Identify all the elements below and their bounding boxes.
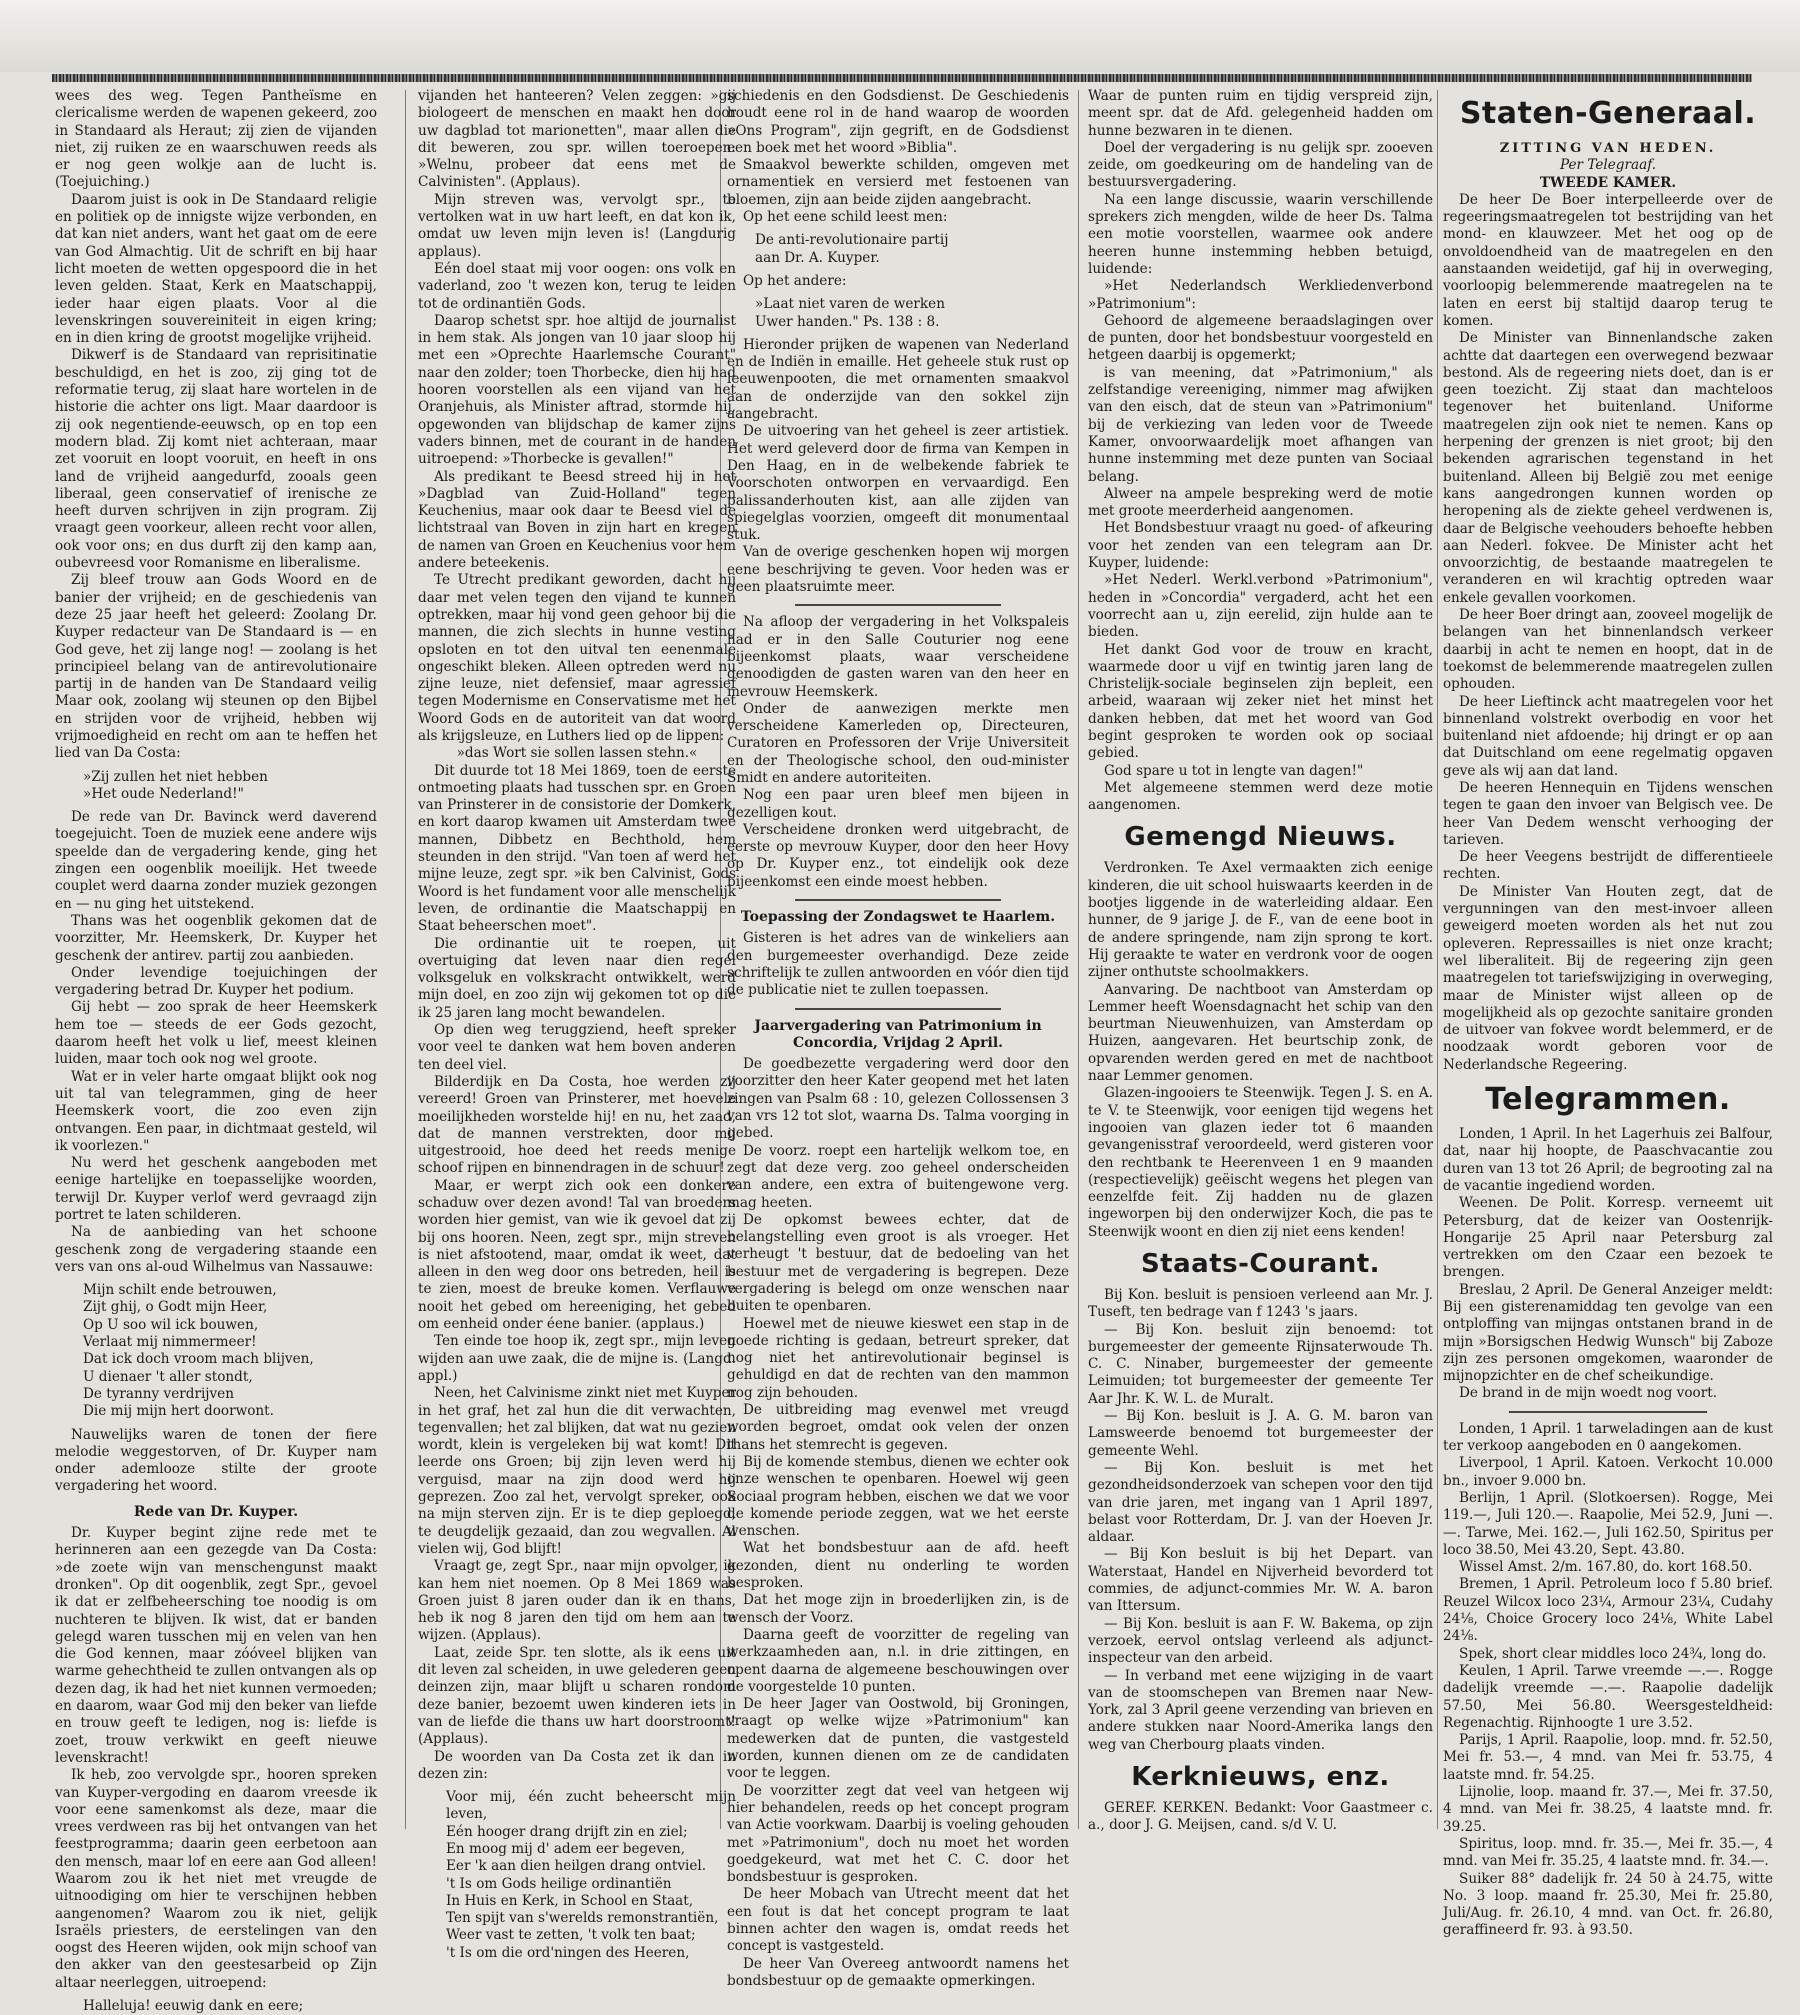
quote-line: »das Wort sie sollen lassen stehn.« [456, 745, 698, 762]
paragraph: De heer Mobach van Utrecht meent dat het een fout is dat het concept program te laat binnen achter den wagen is, omdat reeds het concept is vastgesteld. [727, 1886, 1069, 1955]
paragraph: Bilderdijk en Da Costa, hoe werden zij vereerd! Groen van Prinsterer, met hoevele moeilijkheden worstelde hij! en nu, het zaad, dat de mannen verstrekten, door mij uitgestrooid, hoe deed het reeds menige schoof rijpen en binnendragen in de schuur! [418, 1073, 736, 1177]
market-report: Keulen, 1 April. Tarwe vreemde —.—. Rogge dadelijk vreemde —.—. Raapolie dadelijk 57.50, Mei 56.80. Weersgesteldheid: Regenachtig. Rijnhoogte 1 ure 3.52. [1443, 1662, 1773, 1731]
paragraph: Wat het bondsbestuur aan de afd. heeft gezonden, dient nu onderling te worden besproken. [727, 1540, 1069, 1592]
paragraph: schiedenis en den Godsdienst. De Geschiedenis houdt eene rol in de hand waarop de woorden »Ons Program", zijn gegrift, en de Godsdienst een boek met het woord »Biblia". [727, 88, 1069, 156]
paragraph: Waar de punten ruim en tijdig verspreid zijn, meent spr. dat de Afd. gelegenheid hadden om hunne bezwaren in te dienen. [1088, 88, 1433, 139]
column-3 [727, 88, 1069, 1989]
dispatch-label: Per Telegraaf. [1559, 157, 1657, 174]
verse-line: De tyranny verdrijven [83, 1385, 234, 1402]
paragraph: GEREF. KERKEN. Bedankt: Voor Gaastmeer c. a., door J. G. Meijsen, cand. s/d V. U. [1088, 1800, 1433, 1834]
paragraph: Laat, zeide Spr. ten slotte, als ik eens uit dit leven zal scheiden, in uwe gelederen geen deinzen zijn, maar blijft u scharen rondom deze banier, bezoemt uwen kinderen iets in van de liefde die thans uw hart doorstroomt! (Applaus). [418, 1644, 736, 1748]
paragraph: De uitbreiding mag evenwel met vreugd worden begroet, omdat ook velen der onzen thans het stemrecht is gegeven. [727, 1402, 1069, 1453]
paragraph: — Bij Kon. besluit is J. A. G. M. baron van Lamsweerde benoemd tot burgemeester der gemeente Wehl. [1088, 1408, 1433, 1459]
paragraph: De Minister Van Houten zegt, dat de vergunningen van den mest-invoer alleen geweigerd moeten worden als het nut zou opleveren. Repressailles is niet onze kracht; wel liberaliteit. Bij de regeering zijn geen maatregelen tot tariefswijziging in overweging, maar de Minister wijst alleen op de mogelijkheid als op gezochte sanitaire gronden de uitvoer van fokvee wordt belemmerd, er de noodzaak wordt geboren voor de Nederlandsche Regeering. [1443, 883, 1773, 1073]
quote-line: Halleluja! eeuwig dank en eere; [83, 1998, 304, 2015]
paragraph: Doel der vergadering is nu gelijk spr. zooeven zeide, om goedkeuring om de handeling van de bestuursvergadering. [1088, 139, 1433, 191]
paragraph: Bij Kon. besluit is pensioen verleend aan Mr. J. Tuseft, ten bedrage van f 1243 's jaars. [1088, 1287, 1433, 1321]
paragraph: Thans was het oogenblik gekomen dat de voorzitter, Mr. Heemskerk, Dr. Kuyper het geschenk der antirev. partij zou aanbieden. [55, 912, 377, 964]
paragraph: Op het eene schild leest men: [743, 209, 948, 226]
divider [1509, 1411, 1707, 1413]
paragraph: »Het Nederl. Werkl.verbond »Patrimonium", heden in »Concordia" vergaderd, acht het een voorrecht aan u, zijn eerelid, zijn hulde aan te bieden. [1088, 572, 1433, 641]
paragraph: Alweer na ampele bespreking werd de motie met groote meerderheid aangenomen. [1088, 485, 1433, 520]
market-report: Parijs, 1 April. Raapolie, loop. mnd. fr. 52.50, Mei fr. 53.—, 4 mnd. van Mei fr. 53.75, 4 laatste mnd. fr. 54.25. [1443, 1732, 1773, 1783]
paragraph: God spare u tot in lengte van dagen!" [1104, 762, 1364, 779]
paragraph: Dit duurde tot 18 Mei 1869, toen de eerste ontmoeting plaats had tusschen spr. en Groen van Prinsterer in de consistorie der Domkerk, en kort daarop kwamen uit Amsterdam twee mannen, Dibbetz en Bechthold, hem steunden in den strijd. "Van toen af werd het mijne leuze, zegt spr. »ik ben Calvinist, Gods Woord is het fundament voor alle menschelijk leven, de ordinantie die Maatschappij en Staat beheerschen moet". [418, 762, 736, 935]
paragraph: Glazen-ingooiers te Steenwijk. Tegen J. S. en A. te V. te Steenwijk, voor eenigen tijd wegens het ingooien van glazen ieder tot 6 maanden gevangenisstraf veroordeeld, werd gisteren voor den rechtbank te Heerenveen 1 en 9 maanden (respectievelijk) geëischt wegens het plegen van eenzelfde feit. Zij hadden nu de glazen ingeworpen bij den onderwijzer Koch, die pas te Steenwijk woont en dien zij niet eens kenden! [1088, 1085, 1433, 1240]
paragraph: Aanvaring. De nachtboot van Amsterdam op Lemmer heeft Woensdagnacht het schip van den beurtman Nieuwenhuizen, van Amsterdam op Huizen, aangevaren. Het beurtschip zonk, de opvarenden werden gered en met de nachtboot naar Lemmer genomen. [1088, 981, 1433, 1085]
column-separator [1078, 90, 1079, 1829]
paragraph: De heer Lieftinck acht maatregelen voor het binnenland volstrekt overbodig en voor het buitenland niet afdoende; hij dringt er op aan dat Duitschland om eene regelmatig opgaven geve als wij aan dat land. [1443, 693, 1773, 779]
verse-line: Ten spijt van s'werelds remonstrantiën, [446, 1910, 719, 1927]
verse-line: Weer vast te zetten, 't volk ten baat; [446, 1927, 696, 1944]
telegram-item: Weenen. De Polit. Korresp. verneemt uit Petersburg, dat de keizer van Oostenrijk-Hongarije 25 April naar Petersburg zal vertrekken om den Czaar een bezoek te brengen. [1443, 1195, 1773, 1281]
paragraph: — Bij Kon. besluit is met het gezondheidsonderzoek van schepen voor den tijd van drie jaren, met ingang van 1 April 1897, belast voor Rotterdam, Dr. J. van der Hoeven Jr. aldaar. [1088, 1459, 1433, 1546]
verse-line: Dat ick doch vroom mach blijven, [83, 1351, 314, 1368]
page-top-margin [0, 0, 1800, 72]
inscription-line: Uwer handen." Ps. 138 : 8. [755, 313, 940, 330]
paragraph: Onder de aanwezigen merkte men verscheidene Kamerleden op, Directeuren, Curatoren en Professoren der Vrije Universiteit en der Theologische school, den oud-minister Smidt en andere autoriteiten. [727, 700, 1069, 786]
paragraph: Smaakvol bewerkte schilden, omgeven met ornamentiek en versierd met festoenen van bloemen, zijn aan beide zijden aangebracht. [727, 157, 1069, 208]
paragraph: De heer Van Overeeg antwoordt namens het bondsbestuur op de gemaakte opmerkingen. [727, 1955, 1069, 1989]
quotation [83, 769, 377, 804]
inscription-line: De anti-revolutionaire partij [755, 232, 949, 249]
paragraph: De opkomst bewees echter, dat de belangstelling even groot is als vroeger. Het verheugt 't bestuur, dat de bedoeling van het bestuur met de vergadering is begrepen. Deze vergadering is belegd om onze wenschen naar buiten te openbaren. [727, 1211, 1069, 1315]
paragraph: De heeren Hennequin en Tijdens wenschen tegen te gaan den invoer van Belgisch vee. De heer Van Dedem wenscht verhooging der tarieven. [1443, 779, 1773, 848]
column-separator [1437, 90, 1438, 1829]
verse-line: Eén hooger drang drijft zin en ziel; [446, 1823, 688, 1840]
header-rule [52, 74, 1752, 82]
paragraph: De voorzitter zegt dat veel van hetgeen wij hier behandelen, reeds op het concept program van Actie voorkwam. Daarbij is voeling gehouden met »Patrimonium", doch nu moet het worden goedgekeurd, wat met het C. C. door het bondsbestuur is gesproken. [727, 1782, 1069, 1886]
paragraph: De uitvoering van het geheel is zeer artistiek. Het werd geleverd door de firma van Kempen in Den Haag, en in de welbekende fabriek te Voorschoten ontworpen en vervaardigd. Een palissanderhouten kist, aan alle zijden van spiegelglas voorzien, omgeeft dit monumentaal stuk. [727, 423, 1069, 544]
paragraph: Dikwerf is de Standaard van reprisitinatie beschuldigd, en het is zoo, zij ging tot de reformatie terug, zij slaat hare wortelen in de historie die achter ons ligt. Maar daardoor is zij ook negentiende-eeuwsch, op en top een modern blad. Zij komt niet achteraan, maar zet vooruit en loopt vooruit, en heeft in ons land de vrijheid aangedurfd, zooals geen liberaal, geen conservatief of irenische ze heeft durven schrijven in zijn program. Zij vraagt geen voorkeur, alleen recht voor allen, ook voor ons; en dus durft zij den kamp aan, oubevreesd voor Romanisme en liberalisme. [55, 347, 377, 572]
section-heading: Rede van Dr. Kuyper. [133, 1503, 299, 1520]
market-report: Berlijn, 1 April. (Slotkoersen). Rogge, Mei 119.—, Juli 120.—. Raapolie, Mei 52.9, Juni —.—. Tarwe, Mei. 162.—, Juli 162.50, Spiritus per loco 38.50, Mei 43.20, Sept. 43.80. [1443, 1489, 1773, 1558]
market-report: Bremen, 1 April. Petroleum loco f 5.80 brief. Reuzel Wilcox loco 23¼, Armour 23¼, Cudahy 24⅛, Choice Grocery loco 24⅛, White Label 24⅛. [1443, 1576, 1773, 1645]
column-separator [405, 90, 406, 1829]
paragraph: — Bij Kon besluit is bij het Depart. van Waterstaat, Handel en Nijverheid bevorderd tot commies, de adjunct-commies Mr. W. A. baron van Ittersum. [1088, 1546, 1433, 1615]
divider [795, 1008, 1000, 1010]
paragraph: Verdronken. Te Axel vermaakten zich eenige kinderen, die uit school huiswaarts keerden in de bootjes liggende in de waterleiding aldaar. Een hunner, de 9 jarige J. de F., van de eene boot in de andere springende, nam zijn sprong te kort. Hij geraakte te water en verdronk voor de oogen zijner onthutste schoolmakkers. [1088, 860, 1433, 981]
verse-line: Verlaat mij nimmermeer! [83, 1334, 257, 1351]
paragraph: Van de overige geschenken hopen wij morgen eene beschrijving te geven. Voor heden was er geen plaatsruimte meer. [727, 544, 1069, 596]
paragraph: De goedbezette vergadering werd door den voorzitter den heer Kater geopend met het laten zingen van Psalm 68 : 10, gelezen Collossensen 3 van vrs 12 tot slot, waarna Ds. Talma voorging in gebed. [727, 1056, 1069, 1142]
paragraph: Als predikant te Beesd streed hij in het »Dagblad van Zuid-Holland" tegen Keuchenius, maar ook daar te Beesd viel de lichtstraal van Boven in zijn hart en kregen de namen van Groen en Keuchenius voor hem andere beteekenis. [418, 468, 736, 572]
paragraph: Vraagt ge, zegt Spr., naar mijn opvolger, ik kan hem niet noemen. Op 8 Mei 1869 was Groen juist 8 jaren ouder dan ik en thans, heb ik nog 8 jaren den tijd om hem aan te wijzen. (Applaus). [418, 1558, 736, 1644]
paragraph: vijanden het hanteeren? Velen zeggen: »gij biologeert de menschen en maakt hen door uw dagblad tot marionetten", maar allen die dit beweren, zou spr. willen toeroepen: »Welnu, probeer dat eens met de Calvinisten". (Applaus). [418, 88, 736, 191]
inscription [755, 296, 1069, 331]
paragraph: De rede van Dr. Bavinck werd daverend toegejuicht. Toen de muziek eene andere wijs speelde dan de vergadering kende, ging het zingen een oogenblik moeilijk. Het tweede couplet werd daarna zonder muziek gezongen en — nu ging het uitstekend. [55, 809, 377, 912]
section-heading: Staats-Courant. [1140, 1249, 1381, 1279]
paragraph: De voorz. roept een hartelijk welkom toe, en zegt dat deze verg. zoo geheel onderscheiden van andere, een extra of buitengewone verg. mag heeten. [727, 1142, 1069, 1211]
paragraph: Wat er in veler harte omgaat blijkt ook nog uit tal van telegrammen, ging de heer Heemskerk voort, die zoo even zijn ontvangen. Een paar, in dichtmaat gesteld, wil ik voorlezen." [55, 1068, 377, 1154]
column-5 [1443, 88, 1773, 1939]
article-heading: Toepassing der Zondagswet te Haarlem. [740, 909, 1056, 926]
column-1 [55, 88, 378, 2015]
paragraph: Met algemeene stemmen werd deze motie aangenomen. [1088, 779, 1433, 814]
section-heading: Staten-Generaal. [1459, 96, 1757, 131]
paragraph: Die ordinantie uit te roepen, uit overtuiging dat leven naar dien regel volksgeluk en volkskracht ontwikkelt, werd mijn doel, en zoo zijn wij gekomen tot op die ik 25 jaren lang mocht bewandelen. [418, 935, 736, 1021]
section-heading: Gemengd Nieuws. [1124, 822, 1397, 853]
chamber-label: TWEEDE KAMER. [1539, 174, 1677, 191]
inscription-line: »Laat niet varen de werken [755, 296, 945, 313]
paragraph: Bij de komende stembus, dienen we echter ook onze wenschen te openbaren. Hoewel wij geen Sociaal program hebben, eischen we dat we voor de komende periode zeggen, wat we het eerste wenschen. [727, 1453, 1069, 1540]
paragraph: Op dien weg teruggziend, heeft spreker voor veel te danken wat hem boven anderen ten deel viel. [418, 1022, 736, 1073]
verse-line: U dienaer 't aller stondt, [83, 1368, 253, 1385]
verse-line: 't Is om Gods heilige ordinantiën [446, 1875, 672, 1892]
paragraph: Ten einde toe hoop ik, zegt spr., mijn leven wijden aan uwe zaak, die de mijne is. (Langd. appl.) [418, 1333, 736, 1384]
paragraph: Na een lange discussie, waarin verschillende sprekers zich mengden, wilde de heer Ds. Talma een motie voorstellen, waarmee ook andere heeren hunne instemming hebben betuigd, luidende: [1088, 191, 1433, 277]
verse-line: Die mij mijn hert doorwont. [83, 1403, 274, 1420]
verse-line: Zijt ghij, o Godt mijn Heer, [83, 1299, 268, 1316]
paragraph: wees des weg. Tegen Pantheïsme en clericalisme werden de wapenen gekeerd, zoo in Standaard als Heraut; zij zien de vijanden niet, zij ruiken ze en waarschuwen reeds als er nog geen wolkje aan de lucht is. (Toejuiching.) [55, 88, 377, 191]
paragraph: is van meening, dat »Patrimonium," als zelfstandige vereeniging, nimmer mag afwijken van den eisch, dat de steun van »Patrimonium" bij de verkiezing van leden voor de Tweede Kamer, onvoorwaardelijk moet afhangen van hunne instemming met deze punten van Sociaal belang. [1088, 364, 1433, 485]
telegram-item: De brand in de mijn woedt nog voort. [1459, 1385, 1718, 1402]
paragraph: Daarna geeft de voorzitter de regeling van werkzaamheden aan, n.l. in drie zittingen, en opent daarna de algemeene beschouwingen over de voorgestelde 10 punten. [727, 1626, 1069, 1695]
verse-line: En moog mij d' adem eer begeven, [446, 1840, 686, 1857]
quote-line: »Zij zullen het niet hebben [83, 768, 268, 785]
paragraph: De Minister van Binnenlandsche zaken achtte dat daartegen een overwegend bezwaar bestond. Als de regeering niets doet, dan is er geen toezicht. Zij staat dan machteloos tegenover het buitenland. Uniforme maatregelen zijn ook niet te nemen. Kans op herpening der grenzen is niet groot; bij den bekenden agrarischen tegenstand in het buitenland. Alleen bij België zou met eenige kans aangedrongen kunnen worden op heropening als de ziekte geheel verdwenen is, daar de Belgische veehouders behoefte hebben aan Nederl. fokvee. De Minister acht het onvoorzichtig, de bestaande maatregelen te veranderen en wil krachtig optreden waar enkele gevallen voorkomen. [1443, 330, 1773, 606]
divider [795, 604, 1000, 606]
paragraph: Na de aanbieding van het schoone geschenk zong de vergadering staande een vers van ons al-oud Wilhelmus van Nassauwe: [55, 1224, 377, 1275]
market-report: Suiker 88° dadelijk fr. 24 50 à 24.75, witte No. 3 loop. maand fr. 25.30, Mei fr. 25.80, Juli/Aug. fr. 26.10, 4 mnd. van Oct. fr. 26.80, geraffineerd fr. 93. à 93.50. [1443, 1870, 1773, 1939]
verse-line: Mijn schilt ende betrouwen, [83, 1282, 277, 1299]
paragraph: Eén doel staat mij voor oogen: ons volk en vaderland, zoo 't wezen kon, terug te leiden tot de ordinantiën Gods. [418, 260, 736, 312]
inscription [755, 232, 1069, 267]
paragraph: De heer De Boer interpelleerde over de regeeringsmaatregelen tot bestrijding van het mond- en klauwzeer. Met het oog op de onvoldoendheid van de maatregelen en den aanstaanden weidetijd, gaf hij in overweging, voorloopig belemmerende maatregelen na te laten en eerst bij staltijd daarop terug te komen. [1443, 191, 1773, 329]
section-heading: Telegrammen. [1485, 1082, 1731, 1118]
market-report: Liverpool, 1 April. Katoen. Verkocht 10.000 bn., invoer 9.000 bn. [1443, 1455, 1773, 1489]
paragraph: Op het andere: [743, 272, 847, 289]
paragraph: De heer Jager van Oostwold, bij Groningen, vraagt op welke wijze »Patrimonium" kan medewerken dat de punten, die vastgesteld worden, kunnen dienen om ze de candidaten voor te leggen. [727, 1696, 1069, 1782]
column-4 [1088, 88, 1433, 1834]
section-heading: Kerknieuws, enz. [1131, 1762, 1390, 1793]
article-heading: Jaarvergadering van Patrimonium in Concordia, Vrijdag 2 April. [754, 1017, 1042, 1051]
quote-line: »Het oude Nederland!" [83, 785, 244, 802]
paragraph: Daarom juist is ook in De Standaard religie en politiek op de innigste wijze verbonden, en dat kan niet anders, want het gaat om de eere van God Almachtig. Uit de schrift en bij haar licht moeten de wetten opgespoord die in het leven gelden. Staat, Kerk en Maatschappij, ieder haar eigen plaats. Voor al die levenskringen souvereiniteit in eigen kring; en in dien kring de grootst mogelijke vrijheid. [55, 191, 377, 347]
paragraph: Gehoord de algemeene beraadslagingen over de punten, door het bondsbestuur voorgesteld en hetgeen daarbij is opgemerkt; [1088, 312, 1433, 364]
market-report: Spek, short clear middles loco 24¾, long do. [1459, 1645, 1767, 1662]
paragraph: Na afloop der vergadering in het Volkspaleis had er in den Salle Couturier nog eene bijeenkomst plaats, waar verscheidene genoodigden de gasten waren van den heer en mevrouw Heemskerk. [727, 614, 1069, 700]
verse-line: 't Is om die ord'ningen des Heeren, [446, 1944, 690, 1961]
market-report: Londen, 1 April. 1 tarweladingen aan de kust ter verkoop aangeboden en 0 aangekomen. [1443, 1420, 1773, 1455]
paragraph: — Bij Kon. besluit is aan F. W. Bakema, op zijn verzoek, eervol ontslag verleend als adjunct-inspecteur van den arbeid. [1088, 1615, 1433, 1667]
paragraph: Maar, er werpt zich ook een donkere schaduw over dezen avond! Tal van broeders worden hier gemist, van wie ik gevoel dat zij bij ons hooren. Neen, zegt spr., mijn streven is niet afstootend, maar, omdat ik weet, dat alleen in den weg door ons betreden, heil is te zien, moest de breuke komen. Verflauwe nooit het gebed om hereeniging, het gebed om eenheid onder éene banier. (applaus.) [418, 1177, 736, 1333]
paragraph: Mijn streven was, vervolgt spr., te vertolken wat in uw hart leeft, en dat kon ik, omdat uw leven mijn leven is! (Langdurig applaus). [418, 191, 736, 260]
verse-line: Op U soo wil ick bouwen, [83, 1316, 259, 1333]
paragraph: Gisteren is het adres van de winkeliers aan den burgemeester overhandigd. Deze zeide schriftelijk te zullen antwoorden en vóór dien tijd de publicatie niet te zullen toepassen. [727, 930, 1069, 999]
paragraph: Hoewel met de nieuwe kieswet een stap in de goede richting is gedaan, betreurt spreker, dat nog niet het antirevolutionair beginsel is gehuldigd en dat de rechten van den mammon nog zijn behouden. [727, 1315, 1069, 1401]
paragraph: Neen, het Calvinisme zinkt niet met Kuyper in het graf, het zal hun die dit verwachten, tegenvallen; het zal blijken, dat wat nu gezien wordt, klein is vergeleken bij wat komt! Dit leerde ons Groen; bij zijn leven werd hij verguisd, maar na zijn dood werd hij geprezen. Zoo zal het, vervolgt spreker, ook na mijn sterven zijn. Er is te diep geploegd, te deugdelijk gezaaid, dan zou wegvallen. Al vielen wij, God blijft! [418, 1385, 736, 1557]
session-label: ZITTING VAN HEDEN. [1499, 141, 1717, 156]
telegram-item: Breslau, 2 April. De General Anzeiger meldt: Bij een gisterenamiddag ten gevolge van een ontploffing van mijngas ontstanen brand in de mijn »Borsigschen Hedwig Wunsch" bij Zaboze zijn zes personen omgekomen, waaronder de mijnopzichter en de chef scheikundige. [1443, 1281, 1773, 1385]
paragraph: Nu werd het geschenk aangeboden met eenige hartelijke en toepasselijke woorden, terwijl Dr. Kuyper verlof werd gevraagd zijn portret te laten schilderen. [55, 1155, 377, 1223]
paragraph: »Het Nederlandsch Werkliedenverbond »Patrimonium": [1088, 278, 1433, 312]
paragraph: Nog een paar uren bleef men bijeen in gezelligen kout. [727, 787, 1069, 821]
paragraph: Te Utrecht predikant geworden, dacht hij daar met velen tegen den vijand te kunnen optrekken, maar hij vond geen gehoor bij die mannen, die zich slechts in hunne vesting opsloten en tot den uitval ten eenenmale ongeschikt bleken. Alleen optreden werd nu zijne leuze, niet defensief, maar agressief tegen Modernisme en Conservatisme met het Woord Gods en de autoriteit van dat woord als krijgsleuze, en Luthers lied op de lippen: [418, 572, 736, 744]
paragraph: Dr. Kuyper begint zijne rede met te herinneren aan een gezegde van Da Costa: »de zoete wijn van menschengunst maakt dronken". Op dit oogenblik, zegt Spr., gevoel ik dat er zelfbeheersching toe noodig is om nuchteren te blijven. Ik wist, dat er banden gelegd waren tusschen mij en velen van hen die God kennen, maar zóóveel blijken van warme gehechtheid te zullen ontvangen als op dezen dag, ik had het niet kunnen vermoeden; en daarom, waar God mij den beker van liefde en trouw geeft te ledigen, nog is: liefde is zoet, trouw verkwikt en geeft nieuwe levenskracht! [55, 1525, 378, 1766]
verse-line: Voor mij, één zucht beheerscht mijn leven, [446, 1789, 736, 1823]
paragraph: Ik heb, zoo vervolgde spr., hooren spreken van Kuyper-vergoding en daarom vreesde ik voor eene samenkomst als deze, maar die vrees verdween ras bij het ontvangen van het feestprogramma; daarin geen eerbetoon aan den mensch, maar lof en eere aan God alleen! Waarom zou ik het niet met vreugde de uitnoodiging om hier te verschijnen hebben aangenomen? Waarom zou ik niet, gelijk Israëls priesters, de eerstelingen van den oogst des Heeren wijden, ook mijn schoof van den akker van den geestesarbeid op Zijn altaar neerleggen, uitroepend: [55, 1767, 377, 1991]
poem-verse [446, 1789, 736, 1962]
paragraph: De heer Boer dringt aan, zooveel mogelijk de belangen van het binnenlandsch verkeer daarbij in acht te nemen en hoopt, dat in de toekomst de belemmerende maatregelen zullen ophouden. [1443, 607, 1773, 693]
paragraph: Het Bondsbestuur vraagt nu goed- of afkeuring voor het zenden van een telegram aan Dr. Kuyper, luidende: [1088, 520, 1433, 572]
verse-line: Eer 'k aan dien heilgen drang ontviel. [446, 1858, 707, 1875]
divider [795, 899, 1000, 901]
market-report: Wissel Amst. 2/m. 167.80, do. kort 168.50. [1459, 1559, 1753, 1576]
paragraph: Gij hebt — zoo sprak de heer Heemskerk hem toe — steeds de eer Gods gezocht, daarom heeft het volk u lief, meest kleinen luiden, maar toch ook nog wel groote. [55, 999, 377, 1068]
paragraph: Hieronder prijken de wapenen van Nederland en de Indiën in emaille. Het geheele stuk rust op leeuwenpooten, die met ornamenten smaakvol aan de onderzijde van den sokkel zijn aangebracht. [727, 336, 1069, 423]
paragraph: De woorden van Da Costa zet ik dan in dezen zin: [418, 1748, 736, 1782]
paragraph: Verscheidene dronken werd uitgebracht, de eerste op mevrouw Kuyper, door den heer Hovy op Dr. Kuyper enz., tot eindelijk ook deze bijeenkomst een einde moest hebben. [727, 821, 1069, 890]
telegram-item: Londen, 1 April. In het Lagerhuis zei Balfour, dat, naar hij hoopte, de Paaschvacantie zou duren van 13 tot 26 April; de begrooting zal na de vacantie ingediend worden. [1443, 1126, 1773, 1194]
market-report: Lijnolie, loop. maand fr. 37.—, Mei fr. 37.50, 4 mnd. van Mei fr. 38.25, 4 laatste mnd. fr. 39.25. [1443, 1784, 1773, 1835]
paragraph: Dat het moge zijn in broederlijken zin, is de wensch der Voorz. [727, 1592, 1069, 1626]
verse-line: In Huis en Kerk, in School en Staat, [446, 1892, 694, 1909]
paragraph: Nauwelijks waren de tonen der fiere melodie weggestorven, of Dr. Kuyper nam onder ademlooze stilte der groote vergadering het woord. [55, 1426, 377, 1495]
paragraph: Zij bleef trouw aan Gods Woord en de banier der vrijheid; en de geschiedenis van deze 25 jaar heeft het geleerd: Zoolang Dr. Kuyper redacteur van De Standaard is — en God geve, het zij lange nog! — zoolang is het principieel belang van de antirevolutionaire partij in de handen van De Standaard veilig Maar ook, zoolang wij steunen op den Bijbel en strijden voor de vrijheid, hebben wij vrijmoedigheid en recht om aan te heffen het lied van Da Costa: [55, 572, 377, 762]
paragraph: De heer Veegens bestrijdt de differentieele rechten. [1443, 849, 1773, 883]
inscription-line: aan Dr. A. Kuyper. [755, 249, 880, 266]
paragraph: Daarop schetst spr. hoe altijd de journalist in hem stak. Als jongen van 10 jaar sloop hij met een »Oprechte Haarlemsche Courant" naar den zolder; toen Thorbecke, dien hij had hooren voorstellen als een vijand van het Oranjehuis, als Minister aftrad, stormde hij, opgewonden van blijdschap de kamer zijns vaders binnen, met de courant in de handen uitroepend: »Thorbecke is gevallen!" [418, 312, 736, 468]
poem-verse [83, 1282, 377, 1420]
paragraph: — Bij Kon. besluit zijn benoemd: tot burgemeester der gemeente Rijnsaterwoude Th. C. C. Ninaber, burgemeester der gemeente Leimuiden; tot burgemeester der gemeente Ter Aar Jhr. K. W. L. de Muralt. [1088, 1321, 1433, 1407]
paragraph: Het dankt God voor de trouw en kracht, waarmede door u vijf en twintig jaren lang de Christelijk-sociale beginselen zijn bepleit, een arbeid, waaraan wij zeker niet het minst het danken hebben, dat met het woord van God begint gesproken te worden ook op sociaal gebied. [1088, 641, 1433, 762]
paragraph: — In verband met eene wijziging in de vaart van de stoomschepen van Bremen naar New-York, zal 3 April geene verzending van brieven en andere stukken naar Noord-Amerika langs den weg van Cherbourg plaats vinden. [1088, 1667, 1433, 1753]
column-2 [418, 88, 736, 1961]
market-report: Spiritus, loop. mnd. fr. 35.—, Mei fr. 35.—, 4 mnd. van Mei fr. 35.25, 4 laatste mnd. fr. 34.—. [1443, 1835, 1773, 1870]
paragraph: Onder levendige toejuichingen der vergadering betrad Dr. Kuyper het podium. [55, 964, 377, 999]
